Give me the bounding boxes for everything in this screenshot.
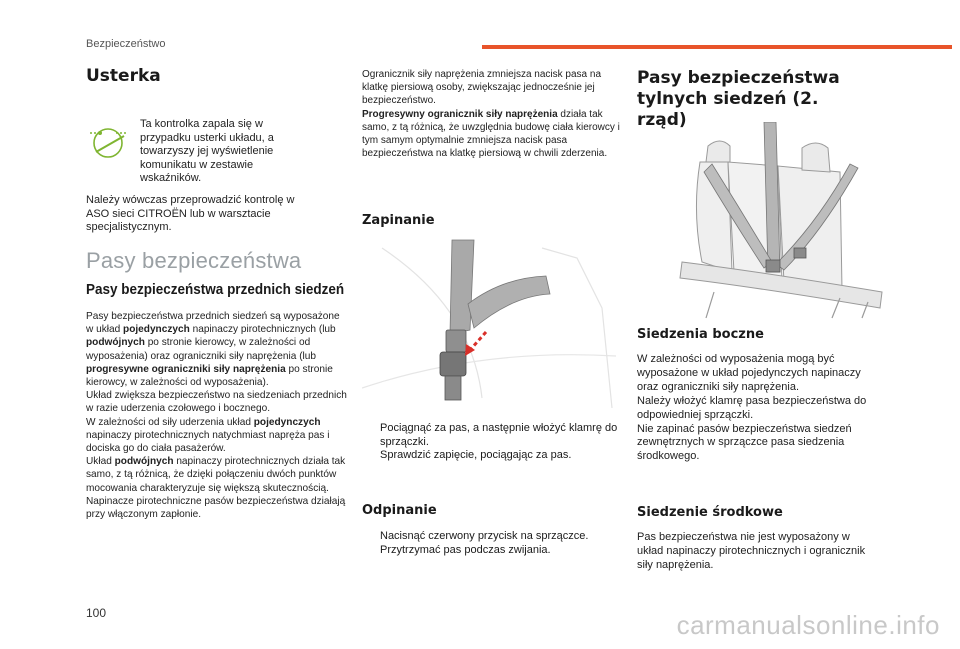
usterka-title: Usterka [86,66,161,86]
list-item: Przytrzymać pas podczas zwijania. [380,543,551,556]
odpinanie-steps [366,530,618,557]
bold-text: podwójnych [114,456,174,468]
main-heading: Pasy bezpieczeństwa [86,248,302,273]
zapinanie-steps [366,422,618,463]
buckle-illustration [362,238,616,410]
bold-text: pojedynczych [123,324,190,336]
text: Ogranicznik siły naprężenia zmniejsza nacisk pasa na klatkę piersiową osoby, zwiększając jednocześnie jej bezpieczeństwo. [362,69,602,107]
zapinanie-title: Zapinanie [362,213,435,228]
seatbelt-airbag-fault-icon [86,118,130,162]
rear-seats-illustration [672,122,884,320]
list-item: Sprawdzić zapięcie, pociągając za pas. [380,449,572,462]
list-item: Nacisnąć czerwony przycisk na sprzączce. [380,530,589,542]
list-item: Pociągnąć za pas, a następnie włożyć klamrę do sprzączki. [380,422,618,448]
page-number: 100 [86,606,107,620]
section-header: Bezpieczeństwo [86,38,166,50]
bold-text: progresywne ograniczniki siły naprężenia [86,363,286,375]
text: napinaczy pirotechnicznych (lub [189,324,336,336]
srodkowe-text: Pas bezpieczeństwa nie jest wyposażony w układ napinaczy pirotechnicznych i ogranicznik siły naprężenia. [637,531,866,571]
rear-seatbelts-title: Pasy bezpieczeństwa tylnych siedzeń (2. rząd) [637,68,840,130]
text: działa tak samo, z tą różnicą, że uwzględnia budowę ciała kierowcy i tym samym optymalnie zmniejsza nacisk pasa bezpieczeństwa na klatkę piersiową w chwili zderzenia. [362,108,620,160]
boczne-text: W zależności od wyposażenia mogą być wyposażone w układ pojedynczych napinaczy oraz ograniczniki siły naprężenia. Należy włożyć klamrę pasa bezpieczeństwa do odpowiedniej sprzączki. Nie zapinać pasów bezpieczeństwa siedzeń zewnętrznych w sprzączce pasa siedzenia środkowego. [637,353,867,463]
bold-text: podwójnych [86,337,145,349]
limiter-intro [362,68,622,160]
text: napinaczy pirotechnicznych natychmiast napręża pas i dociska go do ciała pasażerów. Układ [86,429,330,468]
bold-text: Progresywny ogranicznik siły naprężenia [362,108,558,120]
header-accent-bar [482,45,952,49]
advice-text: Należy wówczas przeprowadzić kontrolę w ASO sieci CITROËN lub w warsztacie specjalistycznym. [86,194,295,234]
odpinanie-title: Odpinanie [362,503,437,518]
front-seatbelts-body [86,310,348,521]
text: po stronie kierowcy, w zależności od wyposażenia) oraz ograniczniki siły naprężenia (lub [86,337,317,362]
srodkowe-title: Siedzenie środkowe [637,505,783,520]
bold-text: pojedynczych [253,416,321,428]
front-seatbelts-subheading: Pasy bezpieczeństwa przednich siedzeń [86,281,345,298]
text: napinaczy pirotechnicznych działa tak samo, z tą różnicą, że dzięki połączeniu dwóch punktów mocowania charakteryzuje się większą skutecznością. Napinacze pirotechniczne pasów bezpieczeństwa działają przy włączonym zapłonie. [86,456,346,521]
text: po stronie kierowcy, w zależności od wyposażenia). [86,363,333,389]
text: Układ zwiększa bezpieczeństwo na siedzeniach przednich w razie uderzenia czołowego i bocznego. W zależności od siły uderzenia układ [86,390,347,428]
text: Pasy bezpieczeństwa przednich siedzeń są wyposażone w układ [86,311,340,336]
watermark: carmanualsonline.info [676,610,940,640]
boczne-title: Siedzenia boczne [637,327,764,342]
warning-text: Ta kontrolka zapala się w przypadku usterki układu, a towarzyszy jej wyświetlenie komunikatu w zestawie wskaźników. [140,118,274,185]
